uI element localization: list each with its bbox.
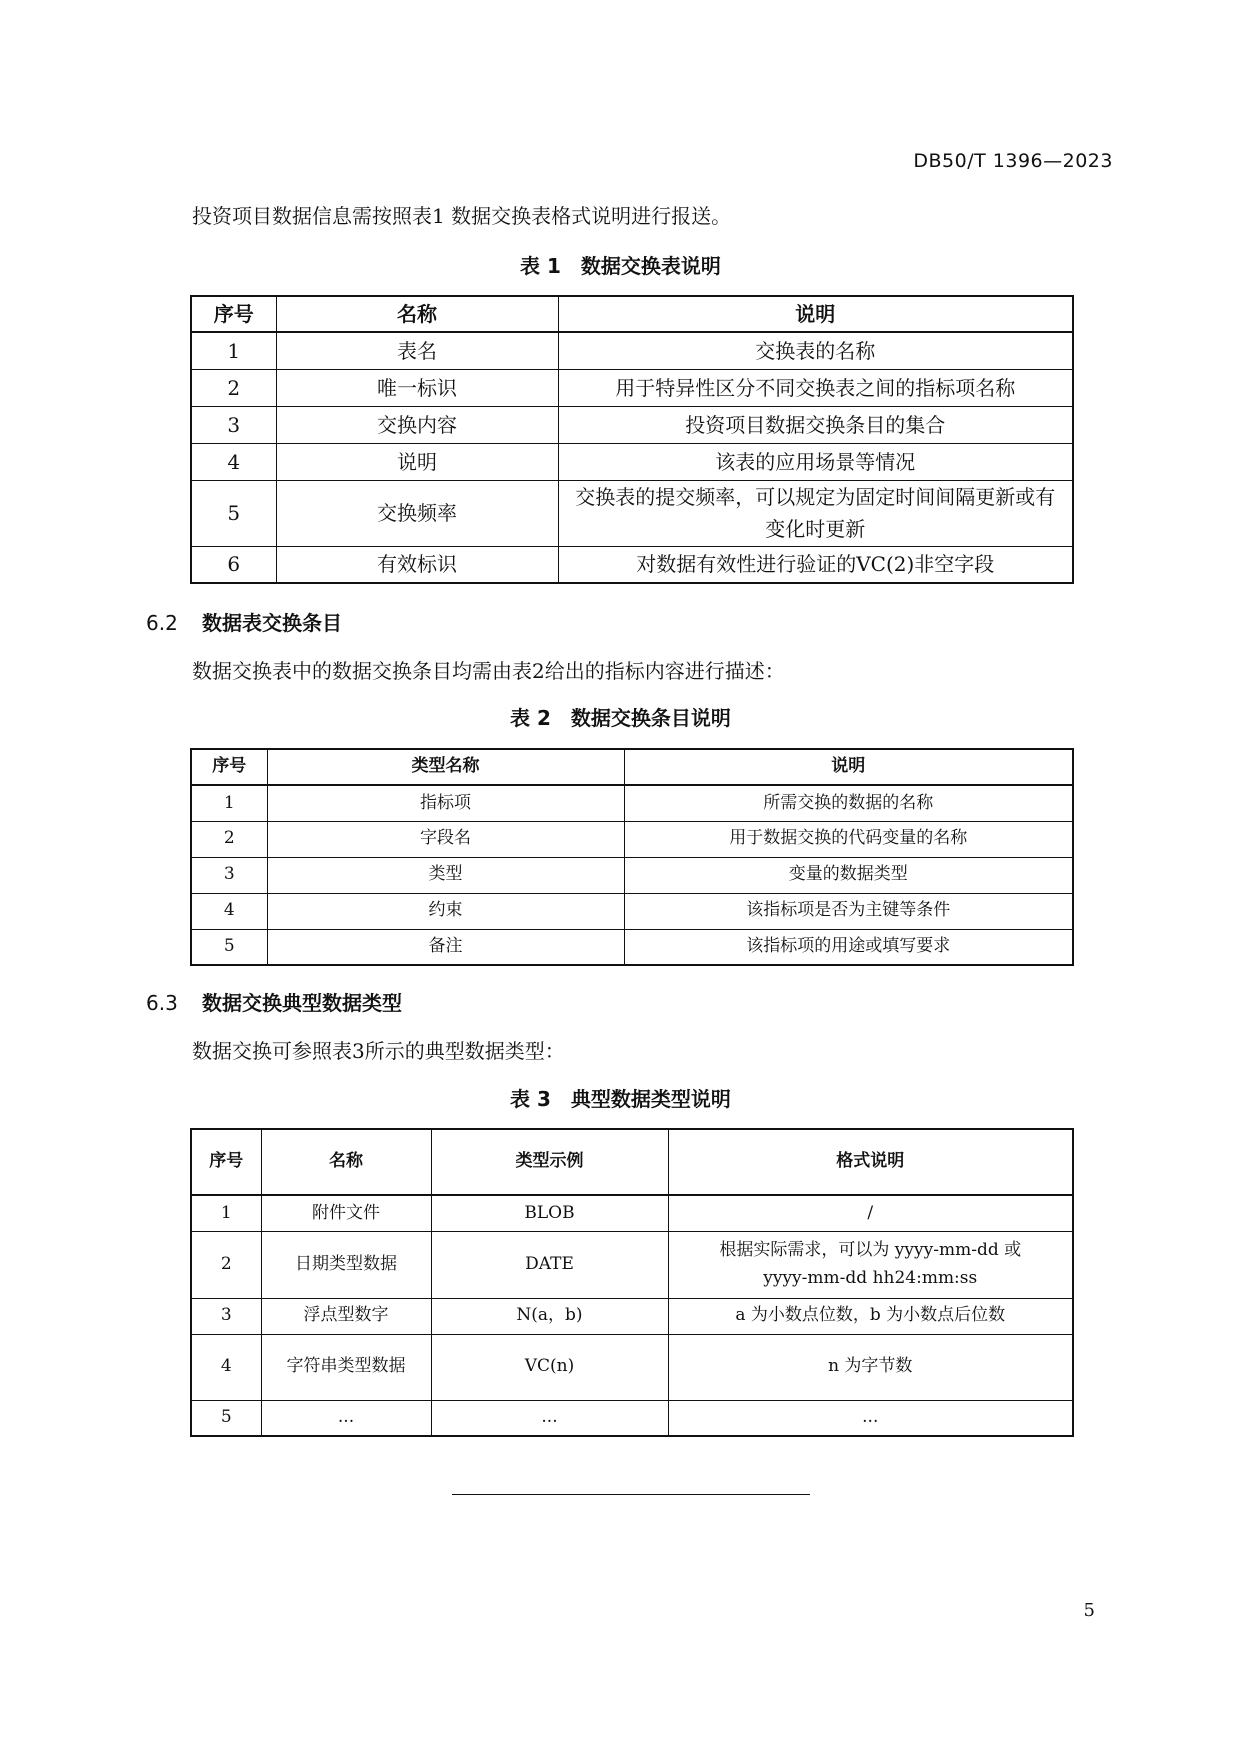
table2-caption: 表 2 数据交换条目说明 — [510, 706, 731, 730]
row-type-name: 约束 — [267, 893, 624, 929]
row-description: 交换表的提交频率，可以规定为固定时间间隔更新或有变化时更新 — [558, 480, 1073, 546]
section-number: 6.3 — [146, 991, 178, 1015]
table-row — [191, 929, 1073, 965]
row-format: 根据实际需求，可以为 yyyy-mm-dd 或 yyyy-mm-dd hh24:mm:ss — [668, 1231, 1073, 1298]
row-name: 唯一标识 — [276, 369, 558, 406]
table1 — [190, 295, 1074, 584]
row-index: 1 — [191, 785, 267, 821]
table-row — [191, 1195, 1073, 1231]
row-type-name: 字段名 — [267, 821, 624, 857]
row-description: 用于特异性区分不同交换表之间的指标项名称 — [558, 369, 1073, 406]
row-type-name: 备注 — [267, 929, 624, 965]
row-type-example: VC(n) — [431, 1334, 668, 1400]
table3-caption: 表 3 典型数据类型说明 — [510, 1087, 731, 1111]
end-rule — [452, 1494, 810, 1495]
table-row — [191, 443, 1073, 480]
row-description: 对数据有效性进行验证的VC(2)非空字段 — [558, 546, 1073, 583]
row-name: 交换内容 — [276, 406, 558, 443]
row-index: 5 — [191, 929, 267, 965]
standard-code: DB50/T 1396—2023 — [913, 150, 1113, 172]
row-name: 说明 — [276, 443, 558, 480]
row-index: 4 — [191, 893, 267, 929]
table-row — [191, 332, 1073, 369]
row-index: 2 — [191, 1231, 261, 1298]
table-row — [191, 1334, 1073, 1400]
row-description: 该指标项的用途或填写要求 — [624, 929, 1073, 965]
column-header: 名称 — [276, 296, 558, 332]
table-row — [191, 369, 1073, 406]
row-index: 4 — [191, 443, 276, 480]
row-description: 投资项目数据交换条目的集合 — [558, 406, 1073, 443]
row-index: 2 — [191, 369, 276, 406]
page-number: 5 — [1083, 1600, 1095, 1621]
table-row — [191, 785, 1073, 821]
row-description: 该表的应用场景等情况 — [558, 443, 1073, 480]
section-6-2-heading — [146, 607, 342, 636]
column-header: 类型名称 — [267, 749, 624, 785]
row-type-name: 类型 — [267, 857, 624, 893]
row-name: 浮点型数字 — [261, 1298, 431, 1334]
row-description: 该指标项是否为主键等条件 — [624, 893, 1073, 929]
table-row — [191, 406, 1073, 443]
row-index: 4 — [191, 1334, 261, 1400]
row-description: 所需交换的数据的名称 — [624, 785, 1073, 821]
column-header: 格式说明 — [668, 1129, 1073, 1195]
table1-caption: 表 1 数据交换表说明 — [520, 254, 721, 278]
row-type-example: BLOB — [431, 1195, 668, 1231]
column-header: 序号 — [191, 749, 267, 785]
column-header: 名称 — [261, 1129, 431, 1195]
table-row — [191, 1400, 1073, 1436]
row-index: 5 — [191, 480, 276, 546]
column-header: 类型示例 — [431, 1129, 668, 1195]
row-index: 3 — [191, 1298, 261, 1334]
row-index: 6 — [191, 546, 276, 583]
row-description: 用于数据交换的代码变量的名称 — [624, 821, 1073, 857]
section-title: 数据表交换条目 — [202, 611, 342, 635]
row-index: 2 — [191, 821, 267, 857]
column-header: 说明 — [558, 296, 1073, 332]
row-description: 交换表的名称 — [558, 332, 1073, 369]
column-header: 说明 — [624, 749, 1073, 785]
section-number: 6.2 — [146, 611, 178, 635]
row-name: 有效标识 — [276, 546, 558, 583]
row-format: a 为小数点位数，b 为小数点后位数 — [668, 1298, 1073, 1334]
row-description: 变量的数据类型 — [624, 857, 1073, 893]
table-row — [191, 821, 1073, 857]
row-name: 表名 — [276, 332, 558, 369]
row-type-name: 指标项 — [267, 785, 624, 821]
table-row — [191, 480, 1073, 546]
table-row — [191, 1298, 1073, 1334]
row-name: ... — [261, 1400, 431, 1436]
intro-paragraph: 投资项目数据信息需按照表1 数据交换表格式说明进行报送。 — [192, 204, 732, 228]
row-type-example: ... — [431, 1400, 668, 1436]
table2 — [190, 748, 1074, 966]
table3 — [190, 1128, 1074, 1437]
row-format: / — [668, 1195, 1073, 1231]
row-index: 1 — [191, 1195, 261, 1231]
column-header: 序号 — [191, 1129, 261, 1195]
row-name: 字符串类型数据 — [261, 1334, 431, 1400]
row-name: 附件文件 — [261, 1195, 431, 1231]
row-name: 日期类型数据 — [261, 1231, 431, 1298]
table-row — [191, 857, 1073, 893]
row-index: 3 — [191, 406, 276, 443]
row-type-example: N(a，b) — [431, 1298, 668, 1334]
row-index: 1 — [191, 332, 276, 369]
table-row — [191, 893, 1073, 929]
row-index: 5 — [191, 1400, 261, 1436]
section-title: 数据交换典型数据类型 — [202, 991, 402, 1015]
table-row — [191, 1231, 1073, 1298]
row-name: 交换频率 — [276, 480, 558, 546]
row-format: ... — [668, 1400, 1073, 1436]
table-row — [191, 546, 1073, 583]
row-format: n 为字节数 — [668, 1334, 1073, 1400]
row-index: 3 — [191, 857, 267, 893]
section-6-3-paragraph: 数据交换可参照表3所示的典型数据类型： — [192, 1039, 565, 1063]
section-6-3-heading — [146, 987, 402, 1016]
row-type-example: DATE — [431, 1231, 668, 1298]
section-6-2-paragraph: 数据交换表中的数据交换条目均需由表2给出的指标内容进行描述： — [192, 659, 785, 683]
column-header: 序号 — [191, 296, 276, 332]
